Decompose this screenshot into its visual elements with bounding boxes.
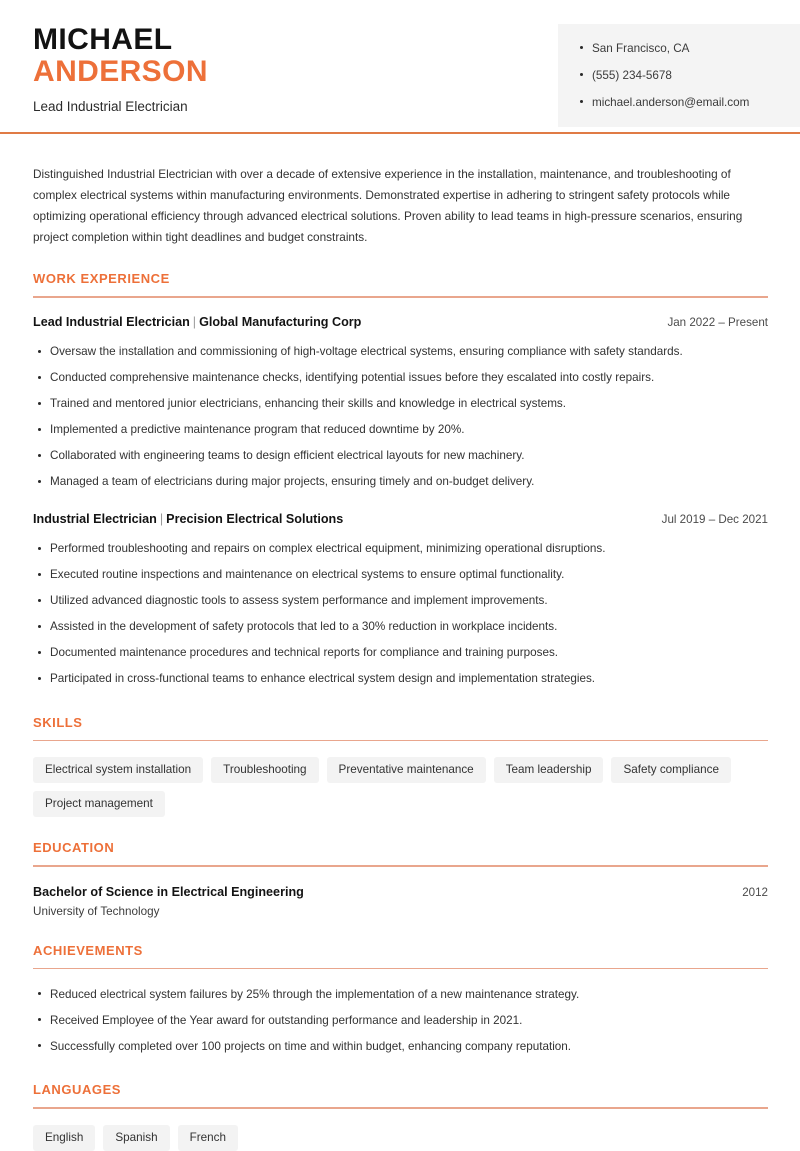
skills-tag-list: [33, 757, 768, 817]
section-divider: [33, 296, 768, 298]
section-work-experience: [33, 271, 767, 692]
education-entry: [33, 884, 767, 920]
section-title-skills: SKILLS: [33, 714, 83, 730]
skill-tag: Safety compliance: [611, 757, 731, 783]
experience-bullets: [33, 339, 767, 495]
contact-email[interactable]: michael.anderson@email.com: [580, 89, 786, 116]
resume-header: [0, 0, 800, 133]
contact-box: [558, 24, 800, 127]
contact-phone[interactable]: (555) 234-5678: [580, 62, 786, 89]
bullet-item: Executed routine inspections and maintenance on electrical systems to ensure optimal functionality.: [33, 562, 767, 588]
header-identity: [33, 24, 208, 115]
contact-location[interactable]: San Francisco, CA: [580, 35, 786, 62]
skill-tag: Electrical system installation: [33, 757, 203, 783]
experience-date: Jan 2022 – Present: [667, 315, 768, 329]
languages-tag-list: [33, 1125, 768, 1151]
experience-entry: [33, 511, 767, 692]
experience-date: Jul 2019 – Dec 2021: [661, 512, 768, 526]
education-degree: Bachelor of Science in Electrical Engineering: [33, 884, 304, 899]
language-tag: French: [178, 1125, 238, 1151]
bullet-item: Documented maintenance procedures and technical reports for compliance and training purposes.: [33, 640, 767, 666]
education-date: 2012: [742, 885, 768, 899]
section-divider: [33, 740, 768, 742]
experience-bullets: [33, 536, 767, 692]
bullet-item: Implemented a predictive maintenance program that reduced downtime by 20%.: [33, 417, 767, 443]
language-tag: English: [33, 1125, 95, 1151]
bullet-item: Managed a team of electricians during major projects, ensuring timely and on-budget delivery.: [33, 469, 767, 495]
experience-role: Industrial Electrician: [33, 511, 157, 526]
experience-title: [33, 314, 361, 330]
experience-entry: [33, 314, 767, 495]
education-entry-head: [33, 884, 768, 901]
title-separator: |: [159, 511, 164, 526]
skill-tag: Team leadership: [494, 757, 604, 783]
resume-content: [0, 164, 800, 1151]
experience-entry-head: [33, 314, 768, 331]
experience-entry-head: [33, 511, 768, 528]
experience-company: Precision Electrical Solutions: [166, 511, 344, 526]
header-divider: [0, 132, 800, 134]
section-divider: [33, 1107, 768, 1109]
professional-summary: Distinguished Industrial Electrician with over a decade of extensive experience in the installation, maintenance, and troubleshooting of complex electrical systems within manufacturing environments. Demonstrated expertise in adhering to stringent safety protocols while optimizing operational efficiency through advanced electrical solutions. Proven ability to lead teams in high-pressure scenarios, ensuring project completion within tight deadlines and budget constraints.: [33, 167, 743, 244]
skill-tag: Troubleshooting: [211, 757, 318, 783]
bullet-item: Collaborated with engineering teams to design efficient electrical layouts for new machinery.: [33, 443, 767, 469]
contact-list: [580, 35, 786, 116]
section-achievements: [33, 943, 767, 1060]
section-skills: [33, 715, 767, 818]
first-name: MICHAEL: [33, 23, 173, 56]
language-tag: Spanish: [103, 1125, 169, 1151]
bullet-item: Successfully completed over 100 projects on time and within budget, enhancing company reputation.: [33, 1033, 767, 1059]
bullet-item: Utilized advanced diagnostic tools to assess system performance and implement improvements.: [33, 588, 767, 614]
section-languages: [33, 1082, 767, 1151]
skill-tag: Project management: [33, 791, 165, 817]
bullet-item: Conducted comprehensive maintenance checks, identifying potential issues before they escalated into costly repairs.: [33, 365, 767, 391]
section-education: [33, 840, 767, 920]
skill-tag: Preventative maintenance: [327, 757, 486, 783]
achievements-list: [33, 981, 767, 1059]
bullet-item: Oversaw the installation and commissioning of high-voltage electrical systems, ensuring compliance with safety standards.: [33, 339, 767, 365]
education-school: University of Technology: [33, 904, 160, 918]
bullet-item: Trained and mentored junior electricians, enhancing their skills and knowledge in electrical systems.: [33, 391, 767, 417]
section-divider: [33, 865, 768, 867]
title-separator: |: [192, 314, 197, 329]
bullet-item: Received Employee of the Year award for outstanding performance and leadership in 2021.: [33, 1007, 767, 1033]
section-title-achievements: ACHIEVEMENTS: [33, 942, 143, 958]
section-title-work-experience: WORK EXPERIENCE: [33, 271, 170, 286]
experience-title: [33, 511, 343, 527]
experience-role: Lead Industrial Electrician: [33, 314, 190, 329]
job-title: Lead Industrial Electrician: [33, 99, 188, 114]
bullet-item: Reduced electrical system failures by 25% through the implementation of a new maintenance strategy.: [33, 981, 767, 1007]
last-name: ANDERSON: [33, 55, 208, 88]
experience-company: Global Manufacturing Corp: [199, 314, 362, 329]
section-title-education: EDUCATION: [33, 840, 115, 856]
bullet-item: Assisted in the development of safety protocols that led to a 30% reduction in workplace incidents.: [33, 614, 767, 640]
bullet-item: Participated in cross-functional teams to enhance electrical system design and implementation strategies.: [33, 666, 767, 692]
bullet-item: Performed troubleshooting and repairs on complex electrical equipment, minimizing operational disruptions.: [33, 536, 767, 562]
section-title-languages: LANGUAGES: [33, 1082, 122, 1098]
section-divider: [33, 968, 768, 970]
